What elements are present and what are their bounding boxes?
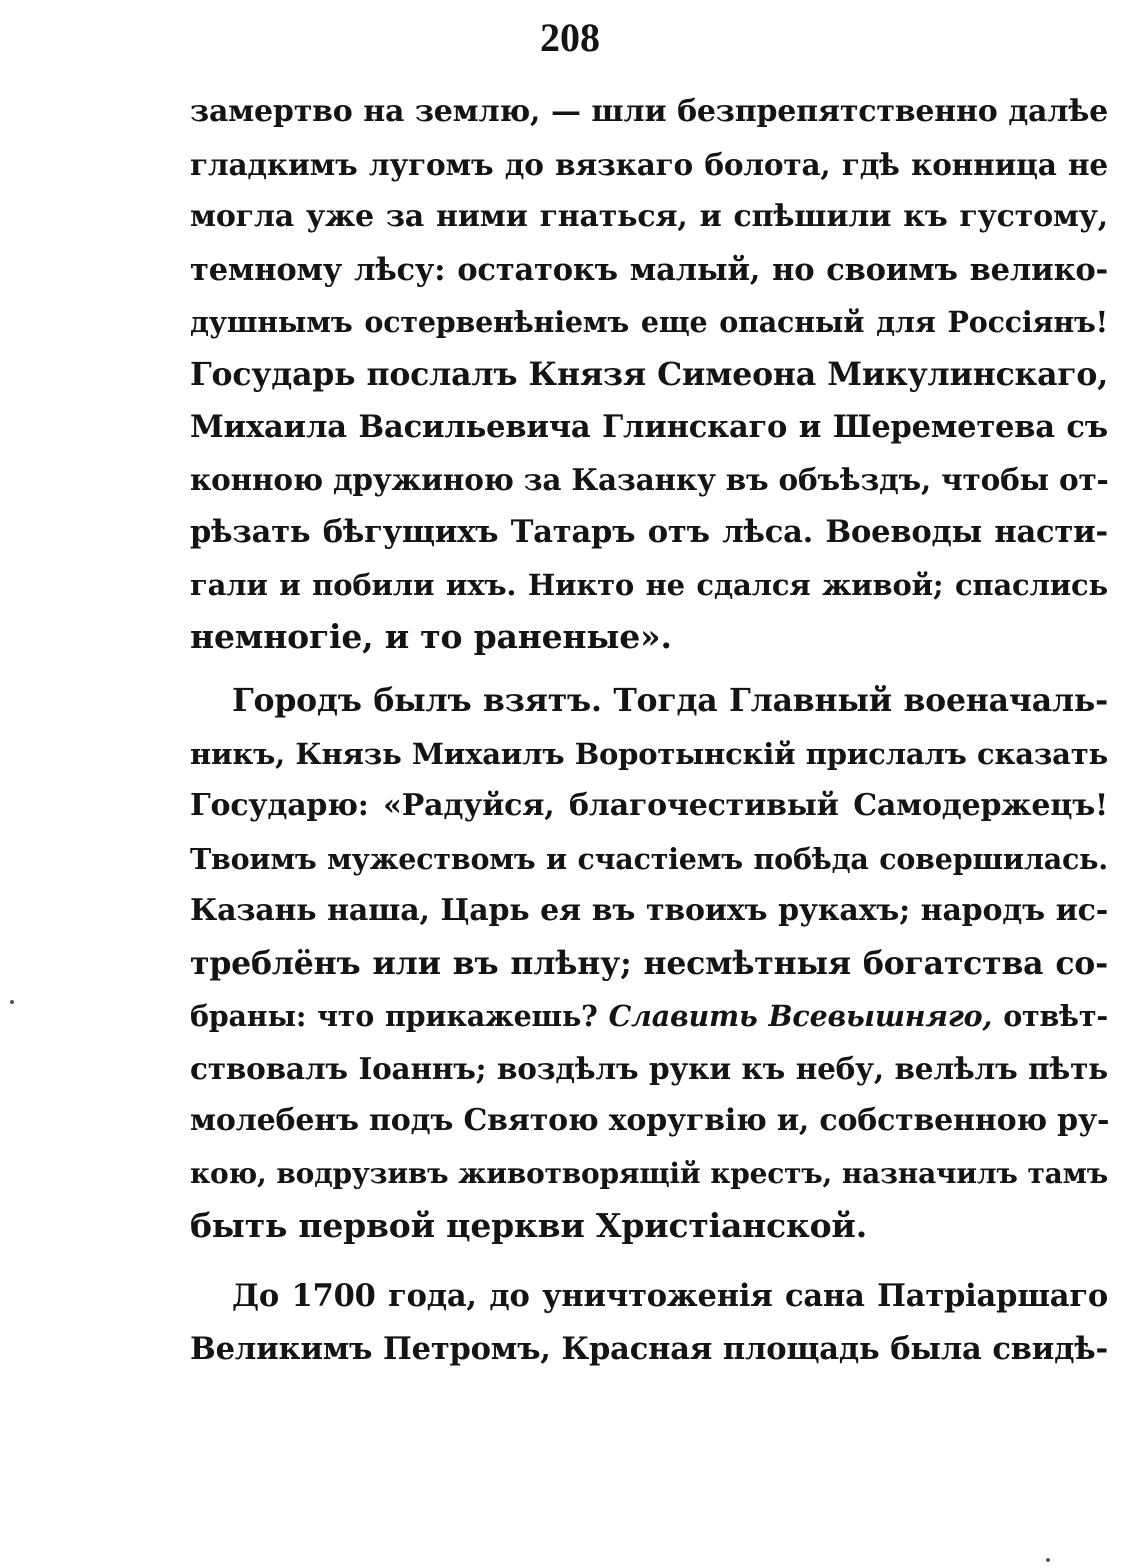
- text-line: быть первой церкви Христіанской.: [190, 1206, 867, 1245]
- text-line: кою, водрузивъ животворящій крестъ, назначилъ тамъ: [190, 1156, 1108, 1190]
- print-speck: [1046, 1558, 1050, 1562]
- text-line: никъ, Князь Михаилъ Воротынскій прислалъ сказать: [190, 736, 1108, 771]
- text-segment: браны: что прикажешь?: [190, 999, 609, 1033]
- text-line: До 1700 года, до уничтоженія сана Патріаршаго: [232, 1278, 1108, 1314]
- text-line: Государь послалъ Князя Симеона Микулинскаго,: [190, 355, 1108, 393]
- text-line: Михаила Васильевича Глинскаго и Шереметева съ: [190, 409, 1108, 445]
- text-line-with-italic: [190, 990, 1108, 1043]
- text-line: замертво на землю, — шли безпрепятственно далѣе: [190, 94, 1108, 129]
- text-line: гладкимъ лугомъ до вязкаго болота, гдѣ конница не: [190, 146, 1108, 182]
- text-line: Великимъ Петромъ, Красная площадь была свидѣ-: [190, 1330, 1108, 1367]
- text-line: Городъ былъ взятъ. Тогда Главный военачаль-: [232, 682, 1108, 719]
- print-speck: [10, 1000, 14, 1004]
- text-line: Государю: «Радуйся, благочестивый Самодержецъ!: [190, 788, 1108, 823]
- text-line: гали и побили ихъ. Никто не сдался живой; спаслись: [190, 567, 1108, 602]
- text-line: рѣзать бѣгущихъ Татаръ отъ лѣса. Воеводы насти-: [190, 514, 1108, 550]
- text-line: темному лѣсу: остатокъ малый, но своимъ велико-: [190, 251, 1108, 288]
- paragraph-2: [190, 675, 1108, 1253]
- text-segment: отвѣт-: [992, 999, 1108, 1033]
- text-line: душнымъ остервенѣніемъ еще опасный для Россіянъ!: [190, 305, 1108, 339]
- text-line: немногіе, и то раненые».: [190, 617, 672, 656]
- text-line: Твоимъ мужествомъ и счастіемъ побѣда совершилась.: [190, 841, 1108, 876]
- italic-quote: Славить Всевышняго,: [608, 999, 993, 1033]
- text-line: треблёнъ или въ плѣну; несмѣтныя богатства со-: [190, 944, 1108, 982]
- text-line: молебенъ подъ Святою хоругвію и, собственною ру-: [190, 1103, 1110, 1138]
- text-line: конною дружиною за Казанку въ объѣздъ, чтобы от-: [190, 461, 1109, 497]
- text-line: могла уже за ними гнаться, и спѣшили къ густому,: [190, 199, 1108, 234]
- paragraph-3: [190, 1270, 1108, 1375]
- text-line: Казань наша, Царь ея въ твоихъ рукахъ; народъ ис-: [190, 893, 1108, 928]
- paragraph-1: [190, 86, 1108, 664]
- text-line: ствовалъ Іоаннъ; воздѣлъ руки къ небу, велѣлъ пѣть: [190, 1050, 1108, 1086]
- page-number: 208: [540, 15, 600, 60]
